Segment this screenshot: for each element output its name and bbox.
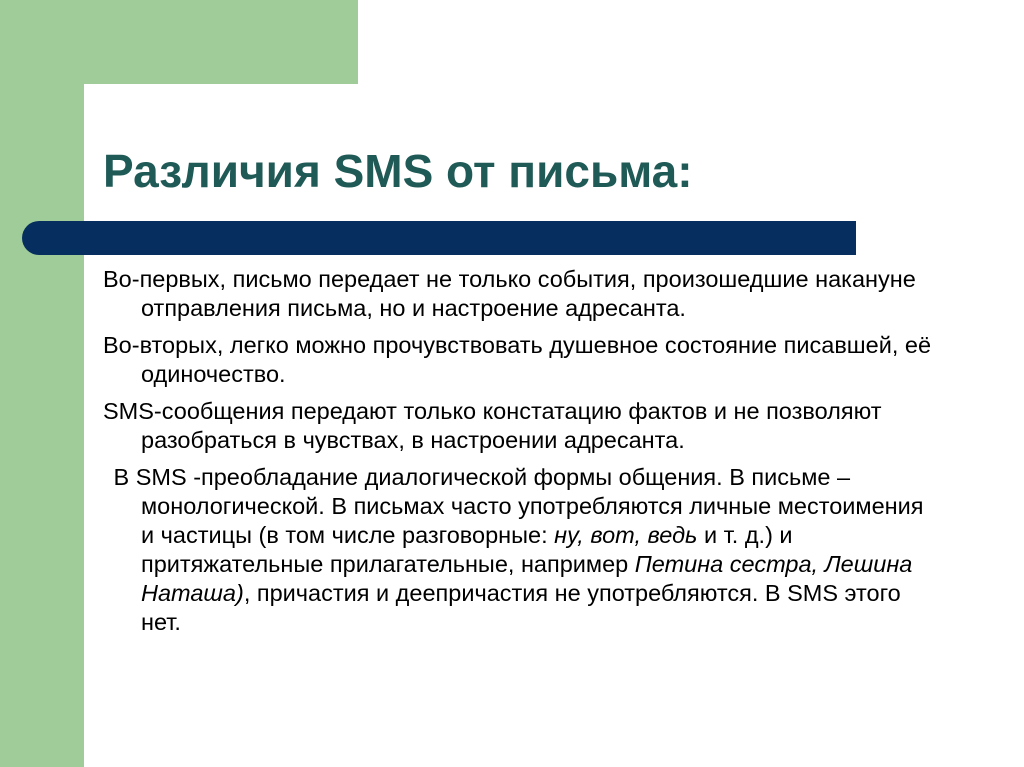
body-paragraph-4-italic-2: Петина сестра, Лешина Наташа): [141, 551, 913, 606]
body-paragraph-4: [103, 463, 943, 637]
body-paragraph-4-text-3: , причастия и деепричастия не употребляются. В SMS этого нет.: [141, 580, 901, 635]
green-side-bar: [0, 0, 84, 767]
title-underline-bar: [22, 221, 856, 255]
body-paragraph-3: SMS-сообщения передают только констатацию фактов и не позволяют разобраться в чувствах, в настроении адресанта.: [103, 398, 882, 453]
body-paragraph-4-italic-1: ну, вот, ведь: [554, 522, 698, 548]
slide-title: Различия SMS от письма:: [103, 145, 693, 197]
body-paragraph-2: Во-вторых, легко можно прочувствовать душевное состояние писавшей, её одиночество.: [103, 332, 932, 387]
green-top-block: [0, 0, 358, 84]
slide-body: [103, 265, 943, 645]
body-paragraph-4-text-1: В SMS -преобладание диалогической формы общения. В письме – монологической. В письмах часто употребляются личные местоимения и частицы (в том числе разговорные:: [113, 464, 924, 548]
content-panel-corner: [84, 84, 144, 144]
body-paragraph-1: Во-первых, письмо передает не только события, произошедшие накануне отправления письма, но и настроение адресанта.: [103, 266, 916, 321]
body-paragraph-4-text-2: и т. д.) и притяжательные прилагательные, например: [141, 522, 793, 577]
